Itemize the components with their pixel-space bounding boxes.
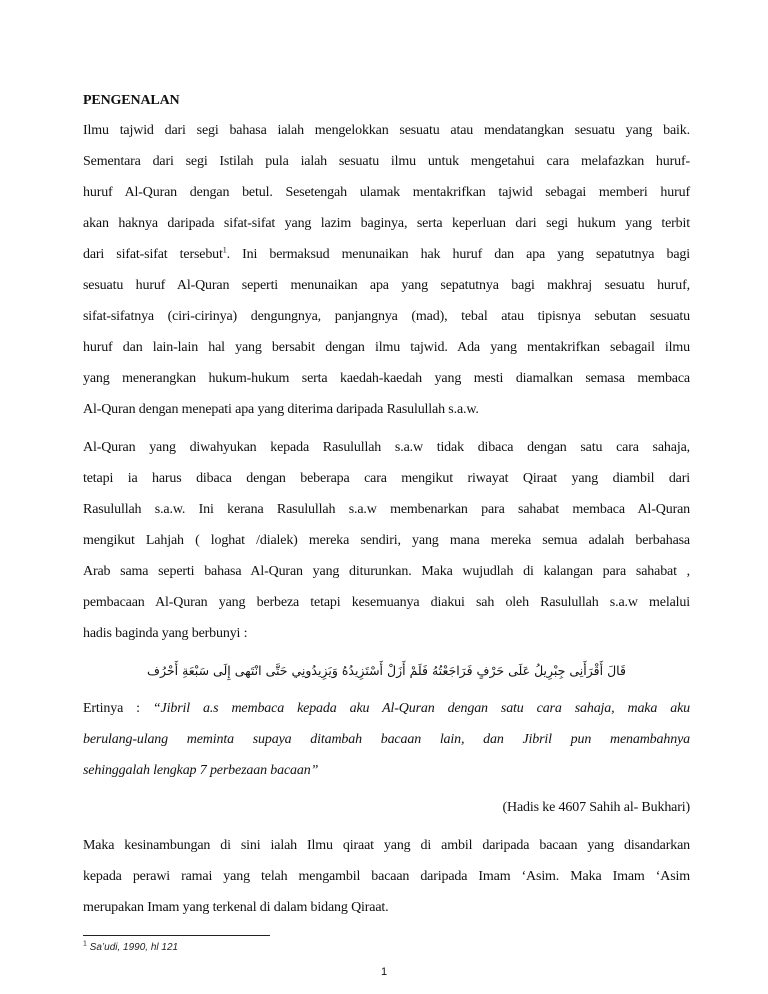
text-line: huruf dan lain-lain hal yang bersabit dengan ilmu tajwid. Ada yang mentakrifkan sebagail ilmu	[83, 340, 690, 355]
hadith-translation	[83, 693, 690, 786]
footnote-number: 1	[83, 940, 87, 948]
section-heading: PENGENALAN	[83, 93, 180, 108]
text-line	[83, 693, 690, 724]
text-line-with-footnote	[83, 239, 690, 270]
text-line: pembacaan Al-Quran yang berbeza tetapi kesemuanya diakui sah oleh Rasulullah s.a.w melalui	[83, 595, 690, 610]
text-fragment: . Ini bermaksud menunaikan hak huruf dan apa yang sepatutnya bagi	[226, 247, 690, 262]
text-line: sesuatu huruf Al-Quran seperti menunaikan apa yang sepatutnya bagi makhraj sesuatu huruf,	[83, 278, 690, 293]
text-line: akan haknya daripada sifat-sifat yang lazim baginya, serta keperluan dari segi hukum yang terbit	[83, 216, 690, 231]
text-line: Rasulullah s.a.w. Ini kerana Rasulullah s.a.w membenarkan para sahabat membaca Al-Quran	[83, 502, 690, 517]
text-line: Al-Quran dengan menepati apa yang diterima daripada Rasulullah s.a.w.	[83, 402, 479, 417]
translation-label: Ertinya :	[83, 701, 153, 716]
hadith-reference: (Hadis ke 4607 Sahih al- Bukhari)	[502, 800, 690, 815]
arabic-hadith: قَالَ أَقْرَأَنِى جِبْرِيلُ عَلَى حَرْفٍ فَرَاجَعْتُهُ فَلَمْ أَزَلْ أَسْتَزِيدُهُ وَيَزِيدُونِي حَتَّى انْتَهى إِلَى سَبْعَةِ أَحْرُف	[147, 663, 626, 678]
text-line: Arab sama seperti bahasa Al-Quran yang diturunkan. Maka wujudlah di kalangan para sahabat ,	[83, 564, 690, 579]
text-line: Maka kesinambungan di sini ialah Ilmu qiraat yang di ambil daripada bacaan yang disandarkan	[83, 838, 690, 853]
text-line: huruf Al-Quran dengan betul. Sesetengah ulamak mentakrifkan tajwid sebagai memberi huruf	[83, 185, 690, 200]
text-line: Al-Quran yang diwahyukan kepada Rasulullah s.a.w tidak dibaca dengan satu cara sahaja,	[83, 440, 690, 455]
page-number: 1	[380, 966, 388, 978]
text-line: Ilmu tajwid dari segi bahasa ialah mengelokkan sesuatu atau mendatangkan sesuatu yang baik.	[83, 123, 690, 138]
text-line: yang menerangkan hukum-hukum serta kaedah-kaedah yang mesti diamalkan semasa membaca	[83, 371, 690, 386]
footnote-reference[interactable]: 1	[222, 245, 227, 255]
translation-text: “Jibril a.s membaca kepada aku Al-Quran dengan satu cara sahaja, maka aku	[152, 701, 690, 716]
text-line: hadis baginda yang berbunyi :	[83, 626, 248, 641]
footnote-text: Sa’udi, 1990, hl 121	[86, 942, 179, 953]
paragraph-intro	[83, 115, 690, 425]
text-line: sifat-sifatnya (ciri-cirinya) dengungnya, panjangnya (mad), tebal atau tipisnya sebutan sesuatu	[83, 309, 690, 324]
text-line: berulang-ulang meminta supaya ditambah bacaan lain, dan Jibril pun menambahnya	[83, 732, 690, 747]
text-line: mengikut Lahjah ( loghat /dialek) mereka sendiri, yang mana mereka semua adalah berbahasa	[83, 533, 690, 548]
text-line: sehinggalah lengkap 7 perbezaan bacaan”	[83, 763, 319, 778]
paragraph-qiraat	[83, 830, 690, 923]
text-fragment: dari sifat-sifat tersebut	[83, 247, 223, 262]
footnote	[83, 941, 690, 955]
paragraph-quran-revelation	[83, 432, 690, 649]
text-line: tetapi ia harus dibaca dengan beberapa cara mengikut riwayat Qiraat yang diambil dari	[83, 471, 690, 486]
text-line: merupakan Imam yang terkenal di dalam bidang Qiraat.	[83, 900, 389, 915]
text-line: Sementara dari segi Istilah pula ialah sesuatu ilmu untuk mengetahui cara melafazkan huruf-	[83, 154, 690, 169]
footnote-separator	[83, 935, 270, 936]
text-line: kepada perawi ramai yang telah mengambil bacaan daripada Imam ‘Asim. Maka Imam ‘Asim	[83, 869, 690, 884]
